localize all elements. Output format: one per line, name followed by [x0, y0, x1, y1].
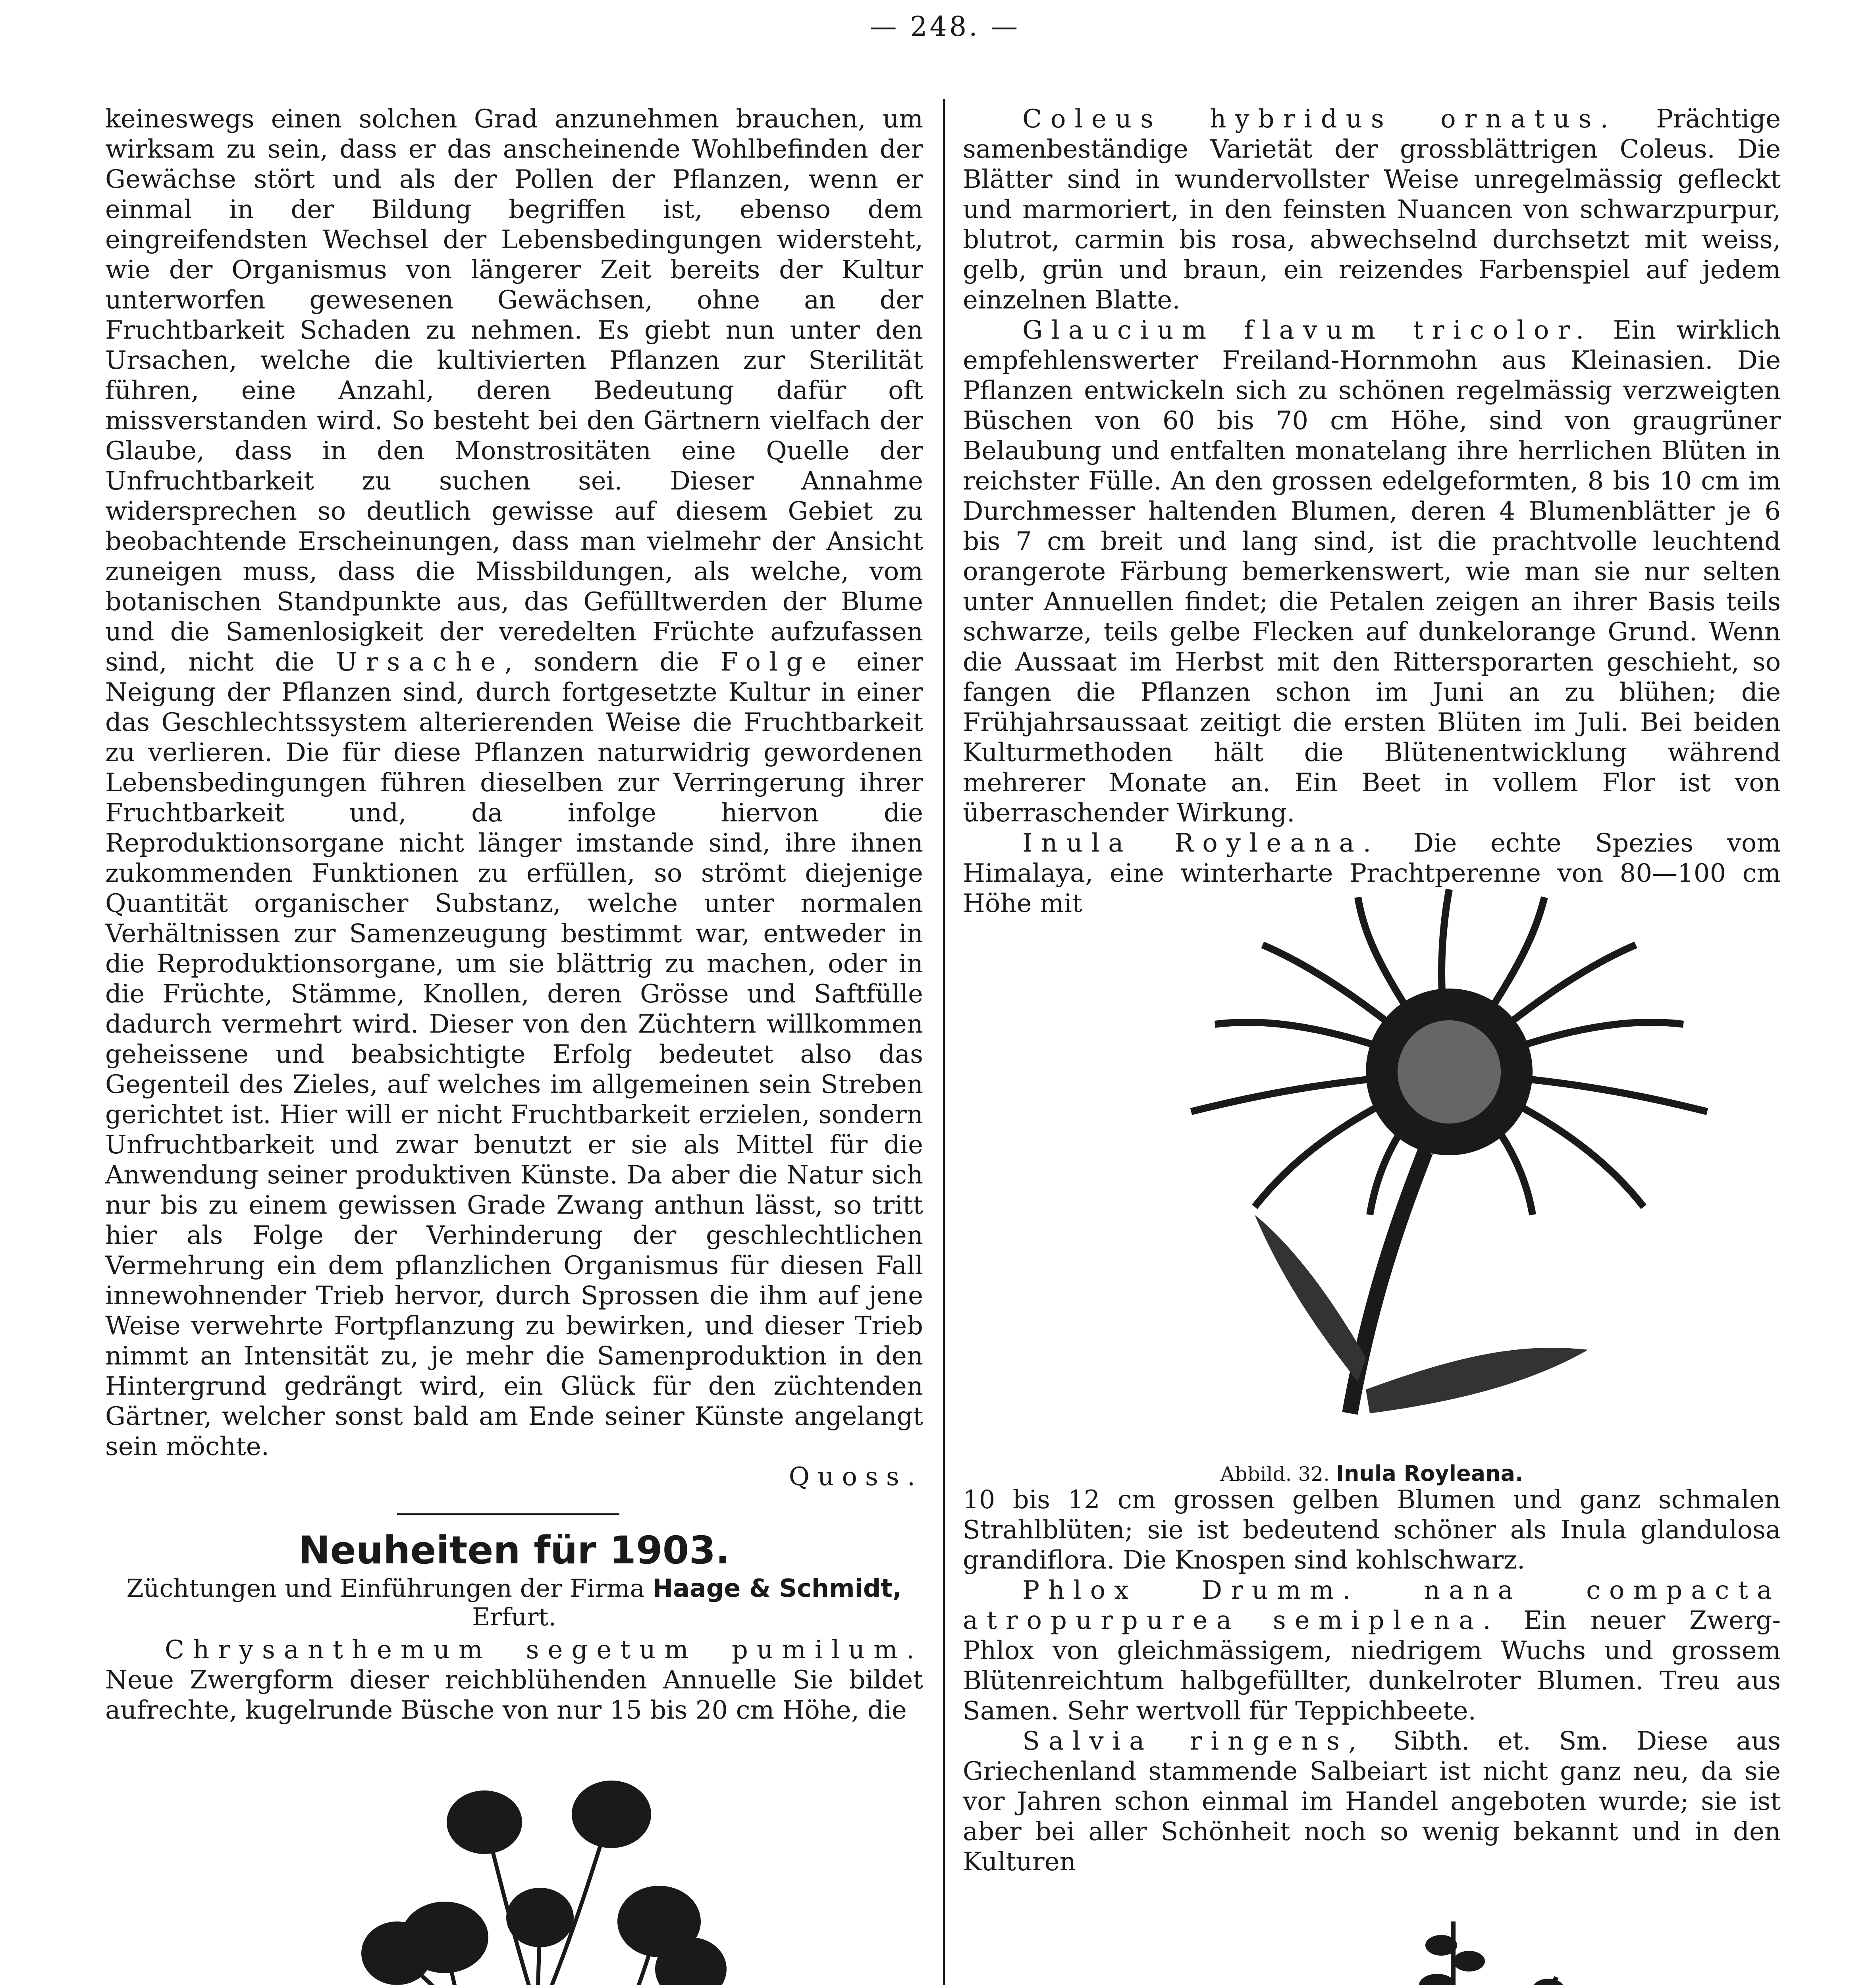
entry-name: Chrysanthemum segetum pumilum. — [165, 1635, 923, 1665]
entry-chrysanthemum: Chrysanthemum segetum pumilum. Neue Zwergform dieser reichblühenden Annuelle Sie bildet aufrechte, kugelrunde Büsche von nur 15 bis 20 cm Höhe, die — [105, 1635, 923, 1725]
entry-inula: Inula Royleana. Die echte Spezies vom Himalaya, eine winterharte Prachtperenne von 80—100 cm Höhe mit — [963, 829, 1781, 918]
salvia-illustration — [1112, 1898, 1787, 1985]
inula-illustration — [1112, 865, 1787, 1445]
right-column-lower — [963, 1485, 1781, 1877]
section-rule — [397, 1513, 619, 1515]
figure-32-caption: Abbild. 32. Inula Royleana. — [1220, 1461, 1523, 1486]
entry-phlox: Phlox Drumm. nana compacta atropurpurea semiplena. Ein neuer Zwerg-Phlox von gleichmässigem, niedrigem Wuchs und grossem Blütenreichtum halbgefüllter, dunkelroter Blumen. Treu aus Samen. Sehr wertvoll für Teppichbeete. — [963, 1576, 1781, 1726]
left-column — [105, 104, 923, 1492]
entry-name: Phlox Drumm. nana compacta atropurpurea semiplena. — [963, 1576, 1781, 1635]
section-subheading: Züchtungen und Einführungen der Firma Haage & Schmidt, Erfurt. — [126, 1574, 902, 1631]
emphasis-folge: Folge — [720, 648, 835, 677]
entry-coleus: Coleus hybridus ornatus. Prächtige samenbeständige Varietät der grossblättrigen Coleus. Die Blätter sind in wundervollster Weise unregelmässig gefleckt und marmoriert, in den feinsten Nuancen von schwarzpurpur, blutrot, carmin bis rosa, abwechselnd durchsetzt mit weiss, gelb, grün und braun, ein reizendes Farbenspiel auf jedem einzelnen Blatte. — [963, 104, 1781, 315]
article-paragraph: keineswegs einen solchen Grad anzunehmen brauchen, um wirksam zu sein, dass er das anscheinende Wohlbefinden der Gewächse stört und als der Pollen der Pflanzen, wenn er einmal in der Bildung begriffen ist, ebenso dem eingreifendsten Wechsel der Lebensbedingungen widersteht, wie der Organismus von längerer Zeit bereits der Kultur unterworfen gewesenen Gewächsen, ohne an der Fruchtbarkeit Schaden zu nehmen. Es giebt nun unter den Ursachen, welche die kultivierten Pflanzen zur Sterilität führen, eine Anzahl, deren Bedeutung dafür oft missverstanden wird. So besteht bei den Gärtnern vielfach der Glaube, dass in den Monstrositäten eine Quelle der Unfruchtbarkeit zu suchen sei. Dieser Annahme widersprechen so deutlich gewisse auf diesem Gebiet zu beobachtende Erscheinungen, dass man vielmehr der Ansicht zuneigen muss, dass die Missbildungen, als welche, vom botanischen Standpunkte aus, das Gefülltwerden der Blume und die Samenlosigkeit der veredelten Früchte aufzufassen sind, nicht die Ursache, sondern die Folge einer Neigung der Pflanzen sind, durch fortgesetzte Kultur in einer das Geschlechtssystem alterierenden Weise die Fruchtbarkeit zu verlieren. Die für diese Pflanzen naturwidrig gewordenen Lebensbedingungen führen dieselben zur Verringerung ihrer Fruchtbarkeit und, da infolge hiervon die Reproduktionsorgane nicht länger imstande sind, ihre ihnen zukommenden Funktionen zu erfüllen, so strömt diejenige Quantität organischer Substanz, welche unter normalen Verhältnissen zur Samenzeugung bestimmt war, entweder in die Reproduktionsorgane, um sie blättrig zu machen, oder in die Früchte, Stämme, Knollen, deren Grösse und Saftfülle dadurch vermehrt wird. Dieser von den Züchtern willkommen geheissene und beabsichtigte Erfolg bedeutet also das Gegenteil des Zieles, auf welches im allgemeinen sein Streben gerichtet ist. Hier will er nicht Fruchtbarkeit erzielen, sondern Unfruchtbarkeit und zwar benutzt er sie als Mittel für die Anwendung seiner produktiven Künste. Da aber die Natur sich nur bis zu einem gewissen Grade Zwang anthun lässt, so tritt hier als Folge der Verhinderung der geschlechtlichen Vermehrung ein dem pflanzlichen Organismus für diesen Fall innewohnender Trieb hervor, durch Sprossen die ihm auf jene Weise verwehrte Fortpflanzung zu bewirken, und dieser Trieb nimmt an Intensität zu, je mehr die Samenproduktion in den Hintergrund gedrängt wird, ein Glück für den züchtenden Gärtner, welcher sonst bald am Ende seiner Künste angelangt sein möchte. — [105, 104, 924, 1461]
author-signature: Quoss. — [789, 1462, 923, 1492]
emphasis-ursache: Ursache — [335, 648, 505, 677]
entry-salvia: Salvia ringens, Sibth. et. Sm. Diese aus Griechenland stammende Salbeiart ist nicht ganz neu, da sie vor Jahren schon einmal im Handel angeboten wurde; sie ist aber bei aller Schönheit noch so wenig bekannt und in den Kulturen — [963, 1727, 1781, 1877]
entry-name: Glaucium flavum tricolor. — [1022, 316, 1593, 345]
entry-glaucium: Glaucium flavum tricolor. Ein wirklich empfehlenswerter Freiland-Hornmohn aus Kleinasien. Die Pflanzen entwickeln sich zu schönen regelmässig verzweigten Büschen von 60 bis 70 cm Höhe, sind von graugrüner Belaubung und entfalten monatelang ihre herrlichen Blüten in reichster Fülle. An den grossen edelgeformten, 8 bis 10 cm im Durchmesser haltenden Blumen, deren 4 Blumenblätter je 6 bis 7 cm breit und lang sind, ist die prachtvolle leuchtend orangerote Färbung bemerkenswert, wie man sie nur selten unter Annuellen findet; die Petalen zeigen an ihrer Basis teils schwarze, teils gelbe Flecken auf dunkelorange Grund. Wenn die Aussaat im Herbst mit den Rittersporarten geschieht, so fangen die Pflanzen schon im Juni an zu blühen; die Frühjahrsaussaat zeitigt die ersten Blüten im Juli. Bei beiden Kulturmethoden hält die Blütenentwicklung während mehrerer Monate an. Ein Beet in vollem Flor ist von überraschender Wirkung. — [963, 316, 1781, 828]
entry-name: Salvia ringens, — [1022, 1727, 1365, 1756]
section-heading: Neuheiten für 1903. — [298, 1528, 730, 1573]
entry-inula-continued: 10 bis 12 cm grossen gelben Blumen und ganz schmalen Strahlblüten; sie ist bedeutend schöner als Inula glandulosa grandiflora. Die Knospen sind kohlschwarz. — [963, 1485, 1781, 1575]
right-column — [963, 104, 1781, 919]
glaucium-illustration — [278, 1731, 802, 1985]
page-number: — 248. — — [870, 11, 1020, 42]
column-divider — [943, 99, 945, 1985]
entry-name: Coleus hybridus ornatus. — [1022, 104, 1617, 134]
entry-name: Inula Royleana. — [1022, 829, 1380, 858]
